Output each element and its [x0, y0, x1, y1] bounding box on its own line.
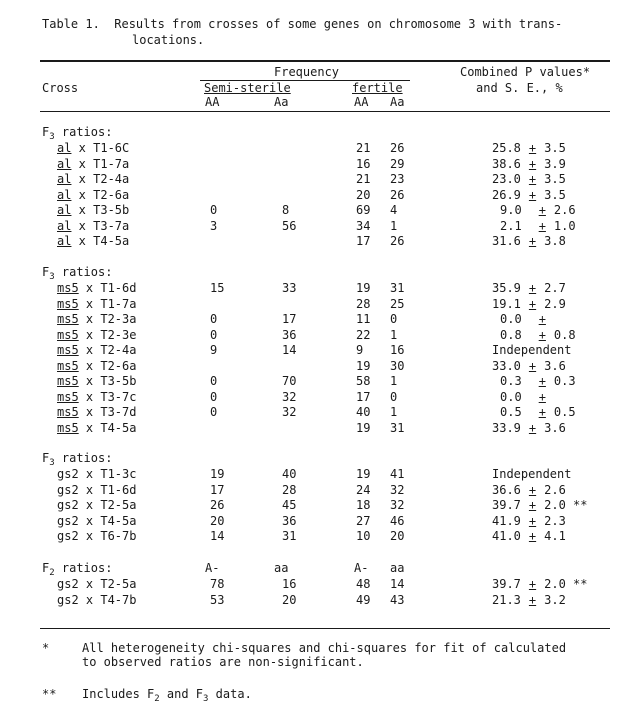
gene-symbol: ms5	[57, 421, 79, 435]
cross-translocation: x T2-4a	[71, 172, 130, 186]
cell-ss-AA: 0	[210, 312, 218, 326]
plus-minus: +	[528, 421, 537, 435]
plus-minus: +	[538, 312, 546, 326]
section-label-sub: 2	[49, 568, 55, 578]
table-row-cross	[57, 282, 136, 295]
cell-ss-Aa: 70	[282, 374, 297, 388]
cell-f-Aa: 41	[390, 467, 405, 481]
cell-pvalue	[492, 344, 571, 357]
cell-pvalue	[492, 468, 571, 481]
plus-minus: +	[528, 529, 537, 543]
cell-f-Aa: 43	[390, 593, 405, 607]
section-label-post: ratios:	[54, 561, 113, 575]
footnote-2-mark: **	[42, 687, 57, 701]
cell-f-AA: 58	[356, 374, 371, 388]
cell-f-Aa: 32	[390, 498, 405, 512]
cell-f-AA: 24	[356, 483, 371, 497]
table-row-cross	[57, 422, 136, 435]
section-label-post: ratios:	[54, 125, 113, 139]
cross-translocation: gs2 x T2-5a	[57, 577, 137, 591]
standard-error: 3.6	[544, 421, 566, 435]
pvalue: 0.8	[500, 328, 522, 342]
table-caption-line1: Table 1. Results from crosses of some genes on chromosome 3 with trans-	[42, 17, 563, 31]
cell-f-Aa: 16	[390, 343, 405, 357]
table-row-cross	[57, 499, 136, 512]
table-row-cross	[57, 235, 129, 248]
plus-minus: +	[528, 359, 537, 373]
gene-symbol: al	[57, 188, 72, 202]
standard-error: 2.7	[544, 281, 566, 295]
section-label-pre: F	[42, 125, 50, 139]
gene-symbol: ms5	[57, 281, 79, 295]
cell-ss-AA: 0	[210, 374, 218, 388]
cell-pvalue	[492, 578, 588, 591]
table-row-cross	[57, 344, 136, 357]
section-label-pre: F	[42, 451, 50, 465]
table-row-cross	[57, 594, 136, 607]
section-label	[42, 451, 113, 468]
cross-translocation: x T4-5a	[71, 234, 130, 248]
cell-f-Aa: 31	[390, 421, 405, 435]
pvalue: 41.9	[492, 514, 521, 528]
cross-translocation: gs2 x T2-5a	[57, 498, 137, 512]
cell-f-Aa: 30	[390, 359, 405, 373]
cell-pvalue	[492, 235, 566, 248]
standard-error: 2.6	[544, 483, 566, 497]
pvals-heading-line1: Combined P values*	[460, 65, 591, 79]
table-row-cross	[57, 484, 136, 497]
cross-translocation: x T3-5b	[71, 203, 130, 217]
cell-ss-AA: 19	[210, 467, 225, 481]
cross-translocation: x T2-6a	[78, 359, 137, 373]
cell-f-Aa: 26	[390, 234, 405, 248]
cross-translocation: gs2 x T1-3c	[57, 467, 137, 481]
gene-symbol: ms5	[57, 312, 79, 326]
cell-f-Aa: 14	[390, 577, 405, 591]
pvalue: 41.0	[492, 529, 521, 543]
cell-ss-AA: 15	[210, 281, 225, 295]
cell-ss-Aa: 31	[282, 529, 297, 543]
cell-f-Aa: 0	[390, 390, 398, 404]
cell-f-AA: 28	[356, 297, 371, 311]
plus-minus: +	[538, 374, 546, 388]
semi-sterile-heading: Semi-sterile	[204, 81, 291, 95]
f-Aa-heading: Aa	[390, 95, 405, 109]
cell-ss-AA: 17	[210, 483, 225, 497]
gene-symbol: al	[57, 172, 72, 186]
plus-minus: +	[528, 514, 537, 528]
section-label	[42, 265, 113, 282]
cross-translocation: gs2 x T6-7b	[57, 529, 137, 543]
cell-f-Aa: 25	[390, 297, 405, 311]
cell-pvalue	[500, 375, 576, 388]
cell-f-AA: 19	[356, 467, 371, 481]
cell-ss-AA: 9	[210, 343, 218, 357]
bottom-rule	[40, 628, 610, 629]
cell-ss-AA: 26	[210, 498, 225, 512]
ss-AA-heading: AA	[205, 95, 220, 109]
cell-ss-Aa: 32	[282, 405, 297, 419]
standard-error: 2.0 **	[544, 577, 588, 591]
footnote-2-post: and F	[159, 687, 204, 701]
cell-f-Aa: 26	[390, 188, 405, 202]
section-label-sub: 3	[49, 272, 55, 282]
standard-error: 2.3	[544, 514, 566, 528]
pvalue: 25.8	[492, 141, 521, 155]
cell-pvalue	[492, 530, 566, 543]
pvalue: 0.3	[500, 374, 522, 388]
plus-minus: +	[538, 328, 546, 342]
footnote-1-line1: All heterogeneity chi-squares and chi-squares for fit of calculated	[82, 641, 567, 655]
cell-f-Aa: 1	[390, 328, 398, 342]
cell-ss-Aa: 33	[282, 281, 297, 295]
plus-minus: +	[528, 281, 537, 295]
standard-error: 3.2	[544, 593, 566, 607]
cell-f-AA: 27	[356, 514, 371, 528]
gene-symbol: al	[57, 157, 72, 171]
plus-minus: +	[528, 141, 537, 155]
cell-f-AA: 21	[356, 141, 371, 155]
plus-minus: +	[538, 405, 546, 419]
pvalue: 33.0	[492, 359, 521, 373]
pvalue: 38.6	[492, 157, 521, 171]
cell-f-Aa: 1	[390, 219, 398, 233]
gene-symbol: ms5	[57, 374, 79, 388]
pvalue: 19.1	[492, 297, 521, 311]
subhead-ss-Aa: aa	[274, 561, 289, 575]
header-rule	[40, 111, 610, 112]
cell-pvalue	[500, 220, 576, 233]
cross-translocation: x T3-5b	[78, 374, 137, 388]
cell-f-AA: 16	[356, 157, 371, 171]
cell-pvalue	[492, 594, 566, 607]
footnote-1-line2: to observed ratios are non-significant.	[82, 655, 364, 669]
standard-error: 3.5	[544, 172, 566, 186]
table-row-cross	[57, 173, 129, 186]
pvalue: 0.0	[500, 390, 522, 404]
fertile-heading: fertile	[352, 81, 403, 95]
cell-f-AA: 19	[356, 421, 371, 435]
cell-f-AA: 17	[356, 234, 371, 248]
cell-ss-Aa: 36	[282, 514, 297, 528]
cell-f-Aa: 26	[390, 141, 405, 155]
cell-ss-Aa: 45	[282, 498, 297, 512]
cell-ss-Aa: 17	[282, 312, 297, 326]
section-label-post: ratios:	[54, 265, 113, 279]
cell-ss-AA: 3	[210, 219, 218, 233]
plus-minus: +	[528, 498, 537, 512]
table-row-cross	[57, 329, 136, 342]
plus-minus: +	[538, 219, 546, 233]
cell-pvalue	[492, 142, 566, 155]
standard-error: 4.1	[544, 529, 566, 543]
cell-pvalue	[500, 406, 576, 419]
standard-error: 2.9	[544, 297, 566, 311]
cell-pvalue	[500, 391, 554, 404]
table-row-cross	[57, 298, 136, 311]
cell-pvalue	[492, 158, 566, 171]
cell-pvalue	[492, 282, 566, 295]
table-row-cross	[57, 220, 129, 233]
cell-f-Aa: 0	[390, 312, 398, 326]
footnote-1-mark: *	[42, 641, 50, 655]
table-row-cross	[57, 142, 129, 155]
pvalue: 21.3	[492, 593, 521, 607]
cell-f-Aa: 32	[390, 483, 405, 497]
cell-pvalue	[492, 422, 566, 435]
section-label-post: ratios:	[54, 451, 113, 465]
cell-f-AA: 17	[356, 390, 371, 404]
cell-ss-Aa: 56	[282, 219, 297, 233]
cell-pvalue	[492, 515, 566, 528]
cross-translocation: x T3-7c	[78, 390, 137, 404]
cross-translocation: x T2-3e	[78, 328, 137, 342]
standard-error: 1.0	[553, 219, 576, 233]
cell-ss-Aa: 8	[282, 203, 290, 217]
gene-symbol: al	[57, 219, 72, 233]
section-label	[42, 561, 113, 578]
plus-minus: +	[528, 297, 537, 311]
pvalue: 39.7	[492, 498, 521, 512]
cell-f-AA: 69	[356, 203, 371, 217]
subhead-ss-AA: A-	[205, 561, 220, 575]
cell-ss-AA: 0	[210, 203, 218, 217]
gene-symbol: ms5	[57, 390, 79, 404]
cell-f-Aa: 29	[390, 157, 405, 171]
footnote-2	[82, 687, 252, 704]
plus-minus: +	[528, 157, 537, 171]
cell-ss-AA: 20	[210, 514, 225, 528]
table-row-cross	[57, 406, 136, 419]
cell-f-AA: 11	[356, 312, 371, 326]
pvalue: 9.0	[500, 203, 522, 217]
cross-translocation: x T3-7a	[71, 219, 130, 233]
top-rule	[40, 60, 610, 62]
cell-pvalue	[500, 313, 554, 326]
subhead-f-AA: A-	[354, 561, 369, 575]
cell-f-Aa: 1	[390, 405, 398, 419]
standard-error: 3.5	[544, 141, 566, 155]
plus-minus: +	[528, 188, 537, 202]
plus-minus: +	[528, 593, 537, 607]
cell-ss-Aa: 32	[282, 390, 297, 404]
cross-translocation: x T1-6C	[71, 141, 130, 155]
footnote-2-end: data.	[208, 687, 252, 701]
standard-error: 2.6	[553, 203, 576, 217]
pvalue: 39.7	[492, 577, 521, 591]
footnote-2-pre: Includes F	[82, 687, 155, 701]
cell-ss-AA: 14	[210, 529, 225, 543]
cell-f-Aa: 1	[390, 374, 398, 388]
gene-symbol: al	[57, 203, 72, 217]
cell-ss-AA: 0	[210, 390, 218, 404]
cell-f-AA: 19	[356, 359, 371, 373]
cell-ss-AA: 0	[210, 328, 218, 342]
pvalue: 2.1	[500, 219, 522, 233]
frequency-heading: Frequency	[274, 65, 340, 79]
cross-translocation: x T2-3a	[78, 312, 137, 326]
cell-ss-AA: 53	[210, 593, 225, 607]
cross-translocation: gs2 x T4-7b	[57, 593, 137, 607]
cell-pvalue	[500, 329, 576, 342]
table-row-cross	[57, 158, 129, 171]
section-label	[42, 125, 113, 142]
cross-translocation: x T1-6d	[78, 281, 137, 295]
gene-symbol: ms5	[57, 343, 79, 357]
pvalue: 0.0	[500, 312, 522, 326]
cell-pvalue	[492, 484, 566, 497]
table-row-cross	[57, 468, 136, 481]
cell-f-AA: 18	[356, 498, 371, 512]
plus-minus: +	[538, 390, 546, 404]
gene-symbol: ms5	[57, 359, 79, 373]
f-AA-heading: AA	[354, 95, 369, 109]
cell-f-AA: 34	[356, 219, 371, 233]
cell-pvalue	[492, 298, 566, 311]
table-row-cross	[57, 189, 129, 202]
cell-ss-Aa: 20	[282, 593, 297, 607]
cell-pvalue	[492, 499, 588, 512]
pvalue: Independent	[492, 343, 572, 357]
cell-ss-Aa: 36	[282, 328, 297, 342]
plus-minus: +	[528, 234, 537, 248]
table-row-cross	[57, 391, 136, 404]
pvalue: 26.9	[492, 188, 521, 202]
cell-pvalue	[492, 189, 566, 202]
section-label-pre: F	[42, 265, 50, 279]
cell-f-Aa: 46	[390, 514, 405, 528]
gene-symbol: ms5	[57, 297, 79, 311]
cross-translocation: gs2 x T4-5a	[57, 514, 137, 528]
table-row-cross	[57, 375, 136, 388]
cell-f-Aa: 31	[390, 281, 405, 295]
cell-f-AA: 48	[356, 577, 371, 591]
cell-ss-Aa: 16	[282, 577, 297, 591]
gene-symbol: ms5	[57, 405, 79, 419]
pvals-heading-line2: and S. E., %	[476, 81, 563, 95]
table-row-cross	[57, 313, 136, 326]
cross-translocation: x T3-7d	[78, 405, 137, 419]
cell-f-AA: 22	[356, 328, 371, 342]
cell-pvalue	[492, 360, 566, 373]
cell-f-Aa: 23	[390, 172, 405, 186]
cross-translocation: x T2-4a	[78, 343, 137, 357]
pvalue: Independent	[492, 467, 572, 481]
cross-translocation: x T1-7a	[78, 297, 137, 311]
cell-f-AA: 20	[356, 188, 371, 202]
section-label-pre: F	[42, 561, 50, 575]
cell-ss-Aa: 14	[282, 343, 297, 357]
table-row-cross	[57, 530, 136, 543]
cell-f-AA: 19	[356, 281, 371, 295]
section-label-sub: 3	[49, 132, 55, 142]
plus-minus: +	[528, 483, 537, 497]
table-caption-line2: locations.	[132, 33, 205, 47]
footnote-2-sub: 2	[154, 694, 160, 704]
cell-ss-AA: 0	[210, 405, 218, 419]
footnote-2-sub2: 3	[203, 694, 209, 704]
ss-Aa-heading: Aa	[274, 95, 289, 109]
table-row-cross	[57, 578, 136, 591]
standard-error: 0.5	[553, 405, 576, 419]
standard-error: 0.8	[553, 328, 576, 342]
standard-error: 3.5	[544, 188, 566, 202]
cross-heading: Cross	[42, 81, 79, 95]
pvalue: 35.9	[492, 281, 521, 295]
cross-translocation: x T4-5a	[78, 421, 137, 435]
standard-error: 3.9	[544, 157, 566, 171]
gene-symbol: al	[57, 141, 72, 155]
standard-error: 0.3	[553, 374, 576, 388]
cell-f-AA: 40	[356, 405, 371, 419]
cell-f-AA: 21	[356, 172, 371, 186]
standard-error: 2.0 **	[544, 498, 588, 512]
cell-pvalue	[500, 204, 576, 217]
cell-ss-Aa: 28	[282, 483, 297, 497]
cross-translocation: gs2 x T1-6d	[57, 483, 137, 497]
plus-minus: +	[528, 172, 537, 186]
cell-f-Aa: 20	[390, 529, 405, 543]
cell-ss-Aa: 40	[282, 467, 297, 481]
pvalue: 33.9	[492, 421, 521, 435]
plus-minus: +	[538, 203, 546, 217]
cross-translocation: x T2-6a	[71, 188, 130, 202]
gene-symbol: ms5	[57, 328, 79, 342]
subhead-f-Aa: aa	[390, 561, 405, 575]
standard-error: 3.8	[544, 234, 566, 248]
section-label-sub: 3	[49, 458, 55, 468]
gene-symbol: al	[57, 234, 72, 248]
pvalue: 36.6	[492, 483, 521, 497]
cell-f-Aa: 4	[390, 203, 398, 217]
table-row-cross	[57, 204, 129, 217]
cell-pvalue	[492, 173, 566, 186]
standard-error: 3.6	[544, 359, 566, 373]
cell-f-AA: 49	[356, 593, 371, 607]
table-row-cross	[57, 360, 136, 373]
pvalue: 31.6	[492, 234, 521, 248]
pvalue: 23.0	[492, 172, 521, 186]
cell-ss-AA: 78	[210, 577, 225, 591]
cell-f-AA: 10	[356, 529, 371, 543]
pvalue: 0.5	[500, 405, 522, 419]
cell-f-AA: 9	[356, 343, 364, 357]
plus-minus: +	[528, 577, 537, 591]
table-row-cross	[57, 515, 136, 528]
cross-translocation: x T1-7a	[71, 157, 130, 171]
